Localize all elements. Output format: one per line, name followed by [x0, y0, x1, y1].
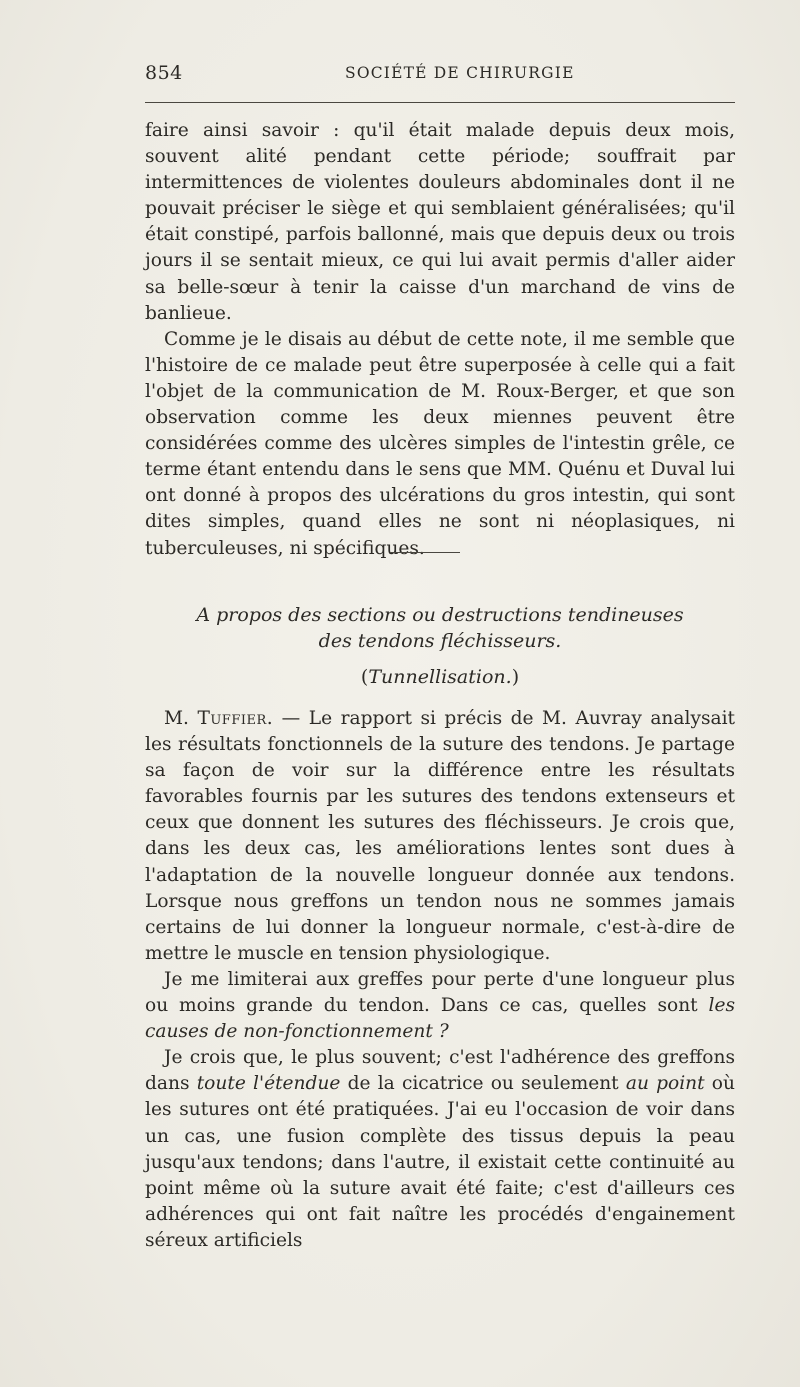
adherence-italic-2: au point: [625, 1073, 705, 1095]
article-subtitle-text: Tunnellisation.: [368, 666, 512, 688]
header-rule: [145, 102, 735, 103]
adherence-part-1: Je crois que, le plus souvent; c'est l'adhérence des greffons dans: [145, 1047, 735, 1095]
adherence-part-2: de la cicatrice ou seulement: [340, 1073, 626, 1095]
article-title-line-2: des tendons fléchisseurs.: [318, 630, 562, 652]
speaker-name: Tuffier.: [197, 708, 274, 729]
page-number: 854: [145, 62, 183, 84]
article-title: [145, 602, 735, 654]
paragraph-continuation: faire ainsi savoir : qu'il était malade depuis deux mois, souvent alité pendant cette période; souffrait par intermittences de violentes douleurs abdominales dont il ne pouvait préciser le siège et qui semblaient généralisées; qu'il était constipé, parfois ballonné, mais que depuis deux ou trois jours il se sentait mieux, ce qui lui avait permis d'aller aider sa belle-sœur à tenir la caisse d'un marchand de vins de banlieue.: [145, 120, 735, 324]
adherence-part-3: où les sutures ont été pratiquées. J'ai eu l'occasion de voir dans un cas, une fusion complète des tissus depuis la peau jusqu'aux tendons; dans l'autre, il existait cette continuité au point même où la suture avait été faite; c'est d'ailleurs ces adhérences qui ont fait naître les procédés d'engainement séreux artificiels: [145, 1073, 735, 1251]
paragraph-greffes-italic: les causes de non-fonctionnement ?: [145, 995, 735, 1043]
running-head: SOCIÉTÉ DE CHIRURGIE: [345, 64, 575, 82]
paragraph-greffes: [145, 967, 735, 1045]
paragraph-conclusion: Comme je le disais au début de cette note, il me semble que l'histoire de ce malade peut être superposée à celle qui a fait l'objet de la communication de M. Roux-Berger, et que son observation comme les deux miennes peuvent être considérées comme des ulcères simples de l'intestin grêle, ce terme étant entendu dans le sens que MM. Quénu et Duval lui ont donné à propos des ulcérations du gros intestin, qui sont dites simples, quand elles ne sont ni néoplasiques, ni tuberculeuses, ni spécifiques.: [145, 328, 735, 559]
speaker-prefix: M.: [164, 708, 198, 729]
page-header: [145, 62, 735, 86]
article-title-line-1: A propos des sections ou destructions tendineuses: [196, 604, 684, 626]
article-subtitle: (Tunnellisation.): [360, 666, 520, 688]
adherence-italic-1: toute l'étendue: [196, 1073, 341, 1095]
paragraph-greffes-text: Je me limiterai aux greffes pour perte d'une longueur plus ou moins grande du tendon. Dans ce cas, quelles sont: [145, 968, 735, 1017]
section-separator: [390, 552, 460, 553]
speaker-text: — Le rapport si précis de M. Auvray analysait les résultats fonctionnels de la suture des tendons. Je partage sa façon de voir sur la différence entre les résultats favorables fournis par les sutures des tendons extenseurs et ceux que donnent les sutures des fléchisseurs. Je crois que, dans les deux cas, les améliorations lentes sont dues à l'adaptation de la nouvelle longueur donnée aux tendons. Lorsque nous greffons un tendon nous ne sommes jamais certains de lui donner la longueur normale, c'est-à-dire de mettre le muscle en tension physiologique.: [145, 708, 735, 964]
paragraph-adherence: [145, 1045, 735, 1254]
text-block-new-article: [145, 706, 735, 1254]
text-block-previous-article: [145, 118, 735, 562]
paragraph-speaker: [145, 706, 735, 967]
